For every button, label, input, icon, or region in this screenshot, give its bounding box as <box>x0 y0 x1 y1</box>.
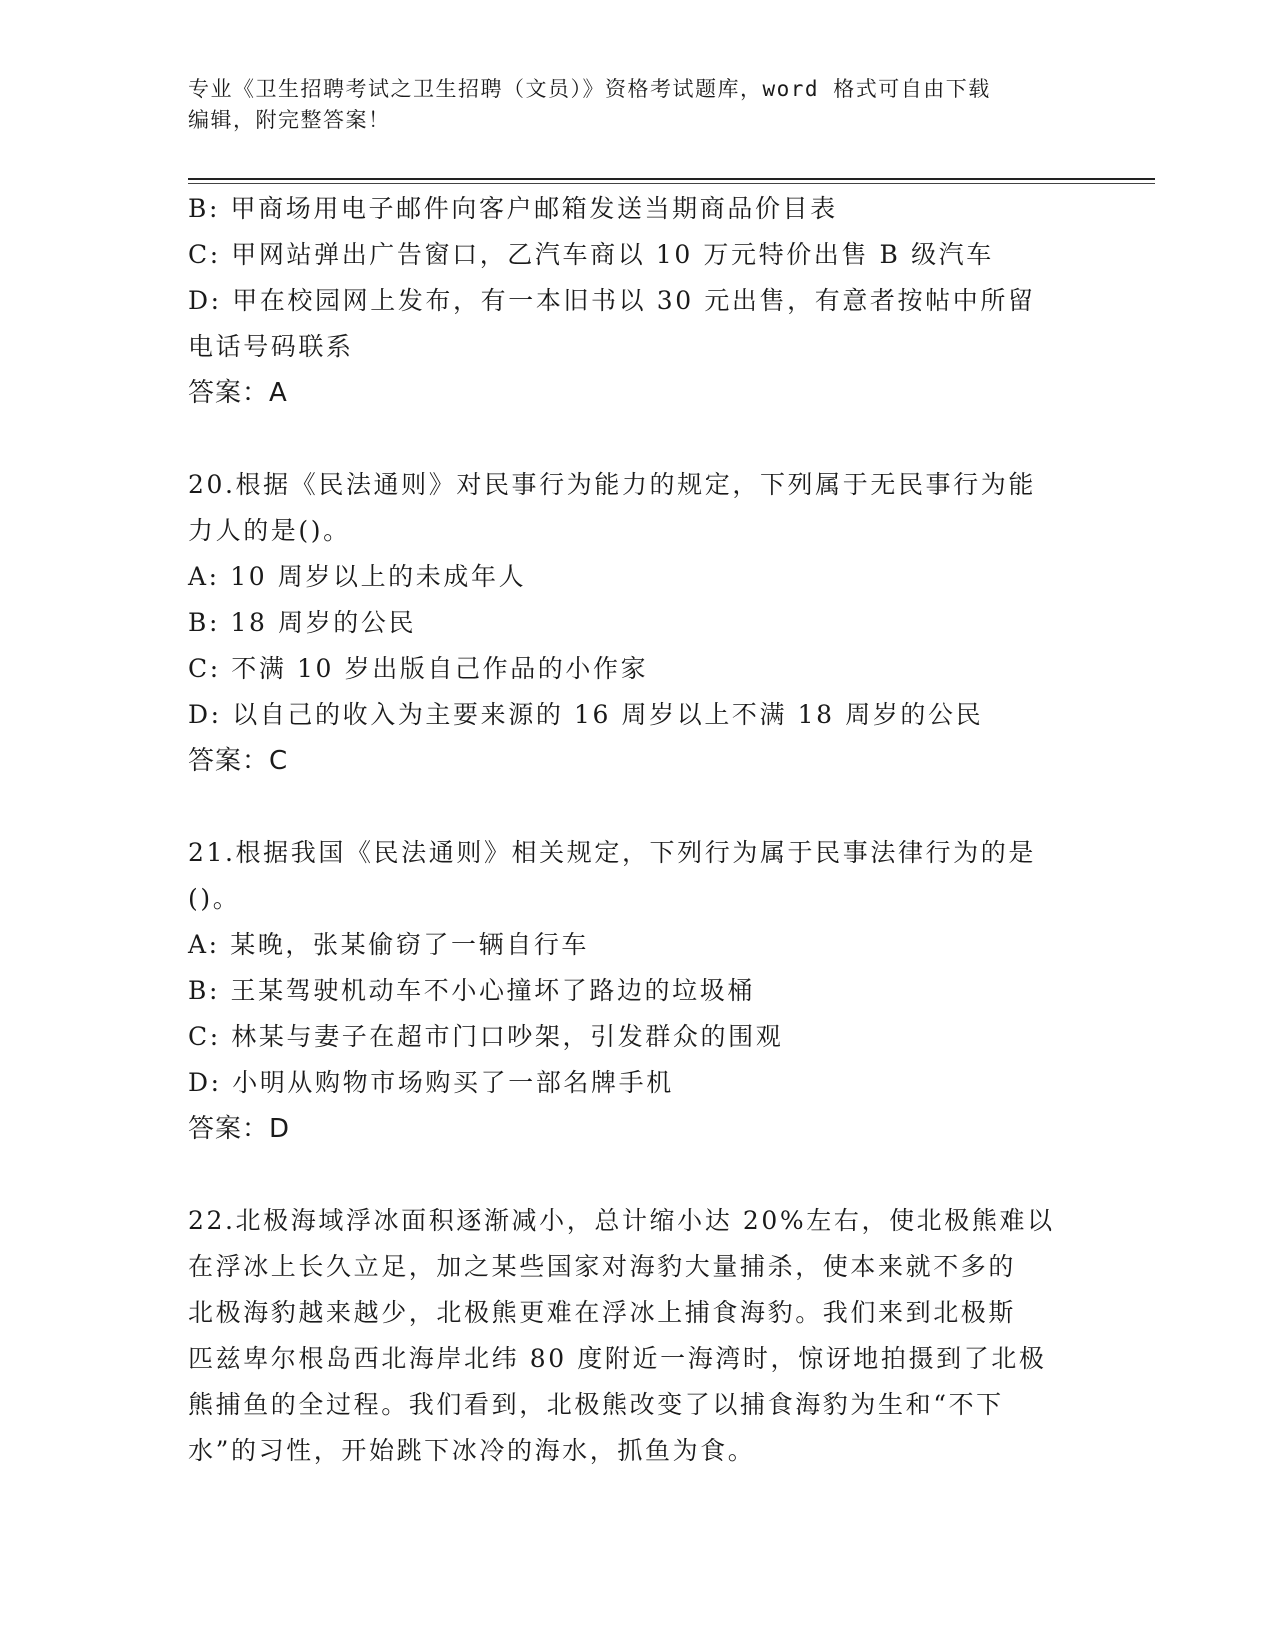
q20-option-c: C: 不满 10 岁出版自己作品的小作家 <box>188 654 649 683</box>
q20-option-d: D: 以自己的收入为主要来源的 16 周岁以上不满 18 周岁的公民 <box>188 700 984 729</box>
q21-option-a: A: 某晚，张某偷窃了一辆自行车 <box>188 930 590 959</box>
document-header <box>188 74 1088 136</box>
q21-option-d: D: 小明从购物市场购买了一部名牌手机 <box>188 1068 674 1097</box>
question-19-continued <box>188 186 1078 416</box>
q21-option-c: C: 林某与妻子在超市门口吵架，引发群众的围观 <box>188 1022 784 1051</box>
q19-option-d-line-1: D: 甲在校园网上发布，有一本旧书以 30 元出售，有意者按帖中所留 <box>188 286 1036 315</box>
q20-stem-line-2: 力人的是()。 <box>188 516 351 545</box>
q22-stem-line-6: 水”的习性，开始跳下冰冷的海水，抓鱼为食。 <box>188 1436 756 1465</box>
header-line-2: 编辑，附完整答案！ <box>188 108 391 132</box>
q20-option-a: A: 10 周岁以上的未成年人 <box>188 562 527 591</box>
header-divider-thin <box>188 183 1155 184</box>
q22-stem-line-2: 在浮冰上长久立足，加之某些国家对海豹大量捕杀，使本来就不多的 <box>188 1252 1017 1281</box>
q20-stem-line-1: 20.根据《民法通则》对民事行为能力的规定，下列属于无民事行为能 <box>188 470 1036 499</box>
q21-stem-line-2: ()。 <box>188 884 241 913</box>
spacer <box>188 416 1078 462</box>
q21-option-b: B: 王某驾驶机动车不小心撞坏了路边的垃圾桶 <box>188 976 755 1005</box>
q21-stem-line-1: 21.根据我国《民法通则》相关规定，下列行为属于民事法律行为的是 <box>188 838 1036 867</box>
q22-stem-line-5: 熊捕鱼的全过程。我们看到，北极熊改变了以捕食海豹为生和“不下 <box>188 1390 1004 1419</box>
header-line-1: 专业《卫生招聘考试之卫生招聘（文员）》资格考试题库，word 格式可自由下载 <box>188 77 991 101</box>
q22-stem-line-1: 22.北极海域浮冰面积逐渐减小，总计缩小达 20%左右，使北极熊难以 <box>188 1206 1055 1235</box>
question-20 <box>188 462 1078 784</box>
question-21 <box>188 830 1078 1152</box>
q22-stem-line-3: 北极海豹越来越少，北极熊更难在浮冰上捕食海豹。我们来到北极斯 <box>188 1298 1017 1327</box>
q19-option-b: B: 甲商场用电子邮件向客户邮箱发送当期商品价目表 <box>188 194 838 223</box>
q20-option-b: B: 18 周岁的公民 <box>188 608 417 637</box>
q19-option-d-line-2: 电话号码联系 <box>188 332 354 361</box>
q19-option-c: C: 甲网站弹出广告窗口，乙汽车商以 10 万元特价出售 B 级汽车 <box>188 240 994 269</box>
q20-answer: 答案：C <box>188 746 289 776</box>
question-22 <box>188 1198 1078 1474</box>
spacer <box>188 784 1078 830</box>
document-body <box>188 186 1078 1474</box>
q21-answer: 答案：D <box>188 1114 291 1144</box>
spacer <box>188 1152 1078 1198</box>
q19-answer: 答案：A <box>188 378 288 408</box>
header-divider-thick <box>188 178 1155 180</box>
q22-stem-line-4: 匹兹卑尔根岛西北海岸北纬 80 度附近一海湾时，惊讶地拍摄到了北极 <box>188 1344 1047 1373</box>
